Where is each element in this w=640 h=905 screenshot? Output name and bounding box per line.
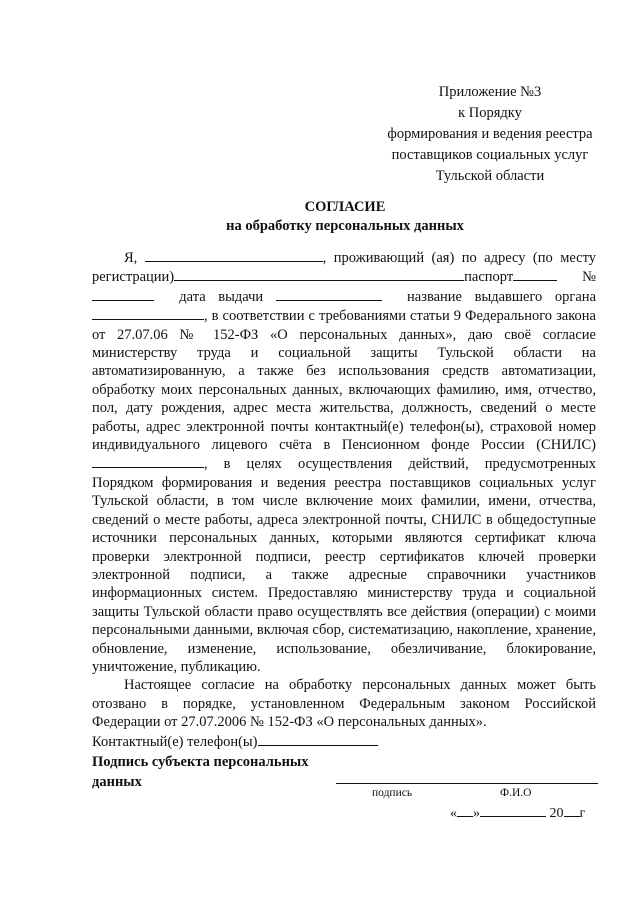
fio-caption: Ф.И.О — [500, 787, 532, 799]
contact-phone-blank — [258, 732, 378, 746]
title-main: СОГЛАСИЕ — [304, 199, 386, 215]
consent-paragraph — [92, 248, 596, 676]
document-title — [0, 198, 640, 236]
appendix-line: формирования и ведения реестра — [387, 126, 593, 142]
contact-phone-line — [92, 732, 596, 751]
appendix-line: к Порядку — [458, 105, 522, 121]
month-blank — [480, 803, 546, 817]
body-text: паспорт — [464, 269, 514, 286]
title-sub: на обработку персональных данных — [226, 218, 464, 234]
address-blank — [174, 267, 464, 281]
body-text: название выдавшего органа — [407, 288, 596, 305]
appendix-number: Приложение №3 — [438, 84, 542, 100]
date-line — [450, 803, 585, 822]
body-text: , в целях осуществления действий, предусмотренных Порядком формирования и ведения реестра поставщиков социальных услуг Тульской области, в том числе включение моих фамилии, имени, отчества, сведений о месте работы, адреса электронной почты, СНИЛС в общедоступные источники персональных данных, которыми являются сертификат ключа проверки электронной подписи, реестр сертификатов ключей проверки электронной подписи, а также адресные справочники участников информационных систем. Предоставляю министерству труда и социальной защиты Тульской области право осуществлять все действия (операции) с моими персональными данными, включая сбор, систематизацию, накопление, хранение, обновление, изменение, использование, обезличивание, блокирование, уничтожение, публикацию. — [92, 456, 596, 675]
body-text: , в соответствии с требованиями статьи 9 Федерального закона от 27.07.06 № 152-ФЗ «О персональных данных», даю своё согласие министерству труда и социальной защиты Тульской области на автоматизированную, а также без использования средств автоматизации, обработку моих персональных данных, включающих фамилию, имя, отчество, пол, дату рождения, адрес места жительства, должность, сведений о месте работы, адрес электронной почты контактный(е) телефон(ы), страховой номер индивидуального лицевого счёта в Пенсионном фонде России (СНИЛС) — [92, 308, 596, 454]
day-blank — [457, 803, 473, 817]
passport-number-blank — [92, 287, 154, 301]
body-text: , проживающий (ая) по адресу (по месту регистрации) — [92, 250, 596, 286]
appendix-line: поставщиков социальных услуг — [391, 147, 589, 163]
year-prefix: 20 — [549, 806, 564, 821]
issue-date-blank — [276, 287, 382, 301]
signature-label: Подпись субъекта персональных данных — [92, 754, 309, 790]
year-blank — [564, 803, 580, 817]
body-text: № — [582, 269, 596, 286]
signature-line — [336, 783, 598, 784]
contact-phone-label: Контактный(е) телефон(ы) — [92, 733, 258, 750]
date-quote-close: » — [473, 806, 480, 821]
passport-series-blank — [513, 267, 557, 281]
appendix-block — [360, 82, 620, 187]
date-quote-open: « — [450, 806, 457, 821]
signature-caption: подпись — [372, 787, 413, 799]
name-blank — [145, 248, 323, 262]
body-text: дата выдачи — [179, 288, 264, 305]
revocation-paragraph: Настоящее согласие на обработку персональных данных может быть отозвано в порядке, установленном Федеральным законом Российской Федерации от 27.07.2006 № 152-ФЗ «О персональных данных». — [92, 677, 596, 731]
body-text: Я, — [124, 250, 138, 266]
appendix-line: Тульской области — [435, 168, 545, 184]
snils-blank — [92, 454, 204, 468]
document-body — [92, 248, 596, 751]
year-suffix: г — [579, 806, 586, 821]
issuer-blank — [92, 306, 204, 320]
